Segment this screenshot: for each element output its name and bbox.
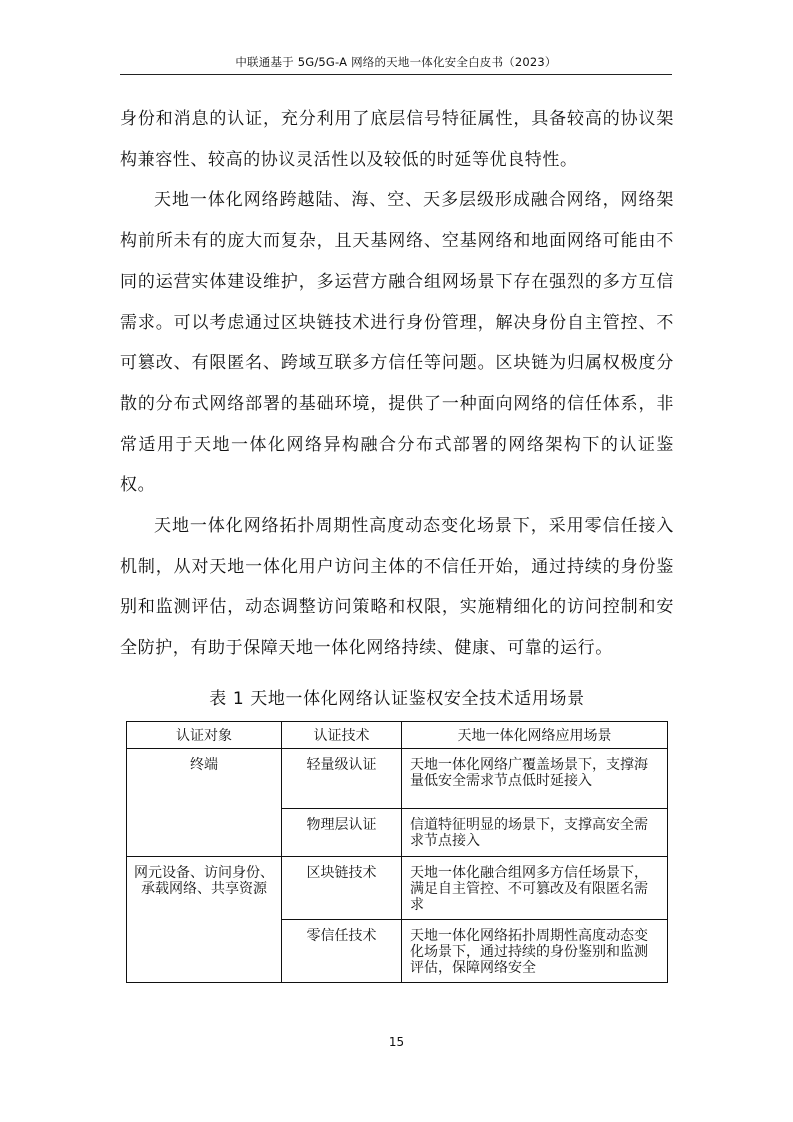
auth-object-cell: 网元设备、访问身份、承载网络、共享资源 [127, 857, 282, 983]
auth-object-cell: 终端 [127, 749, 282, 857]
column-header: 天地一体化网络应用场景 [402, 722, 668, 749]
paragraph: 天地一体化网络跨越陆、海、空、天多层级形成融合网络，网络架构前所未有的庞大而复杂，且天基网络、空基网络和地面网络可能由不同的运营实体建设维护，多运营方融合组网场景下存在强烈的多方互信需求。可以考虑通过区块链技术进行身份管理，解决身份自主管控、不可篡改、有限匿名、跨域互联多方信任等问题。区块链为归属权极度分散的分布式网络部署的基础环境，提供了一种面向网络的信任体系，非常适用于天地一体化网络异构融合分布式部署的网络架构下的认证鉴权。 [120, 190, 674, 496]
paragraph: 身份和消息的认证，充分利用了底层信号特征属性，具备较高的协议架构兼容性、较高的协议灵活性以及较低的时延等优良特性。 [120, 109, 674, 170]
auth-tech-cell: 轻量级认证 [282, 749, 402, 809]
auth-tech-table [126, 721, 668, 983]
scenario-cell: 天地一体化网络拓扑周期性高度动态变化场景下，通过持续的身份鉴别和监测评估，保障网络安全 [402, 920, 668, 983]
scenario-cell: 天地一体化融合组网多方信任场景下，满足自主管控、不可篡改及有限匿名需求 [402, 857, 668, 920]
body-text [120, 99, 674, 669]
column-header: 认证技术 [282, 722, 402, 749]
paragraph: 天地一体化网络拓扑周期性高度动态变化场景下，采用零信任接入机制，从对天地一体化用户访问主体的不信任开始，通过持续的身份鉴别和监测评估，动态调整访问策略和权限，实施精细化的访问控制和安全防护，有助于保障天地一体化网络持续、健康、可靠的运行。 [120, 516, 674, 659]
page-number: 15 [388, 1035, 405, 1049]
table-row [127, 749, 668, 809]
table-row [127, 857, 668, 920]
auth-tech-cell: 区块链技术 [282, 857, 402, 920]
running-header: 中联通基于 5G/5G-A 网络的天地一体化安全白皮书（2023） [235, 55, 557, 69]
header-rule [120, 74, 672, 75]
table-header-row [127, 722, 668, 749]
column-header: 认证对象 [127, 722, 282, 749]
table-caption: 表 1 天地一体化网络认证鉴权安全技术适用场景 [209, 689, 585, 709]
auth-tech-cell: 零信任技术 [282, 920, 402, 983]
auth-tech-cell: 物理层认证 [282, 809, 402, 857]
scenario-cell: 天地一体化网络广覆盖场景下，支撑海量低安全需求节点低时延接入 [402, 749, 668, 809]
scenario-cell: 信道特征明显的场景下，支撑高安全需求节点接入 [402, 809, 668, 857]
